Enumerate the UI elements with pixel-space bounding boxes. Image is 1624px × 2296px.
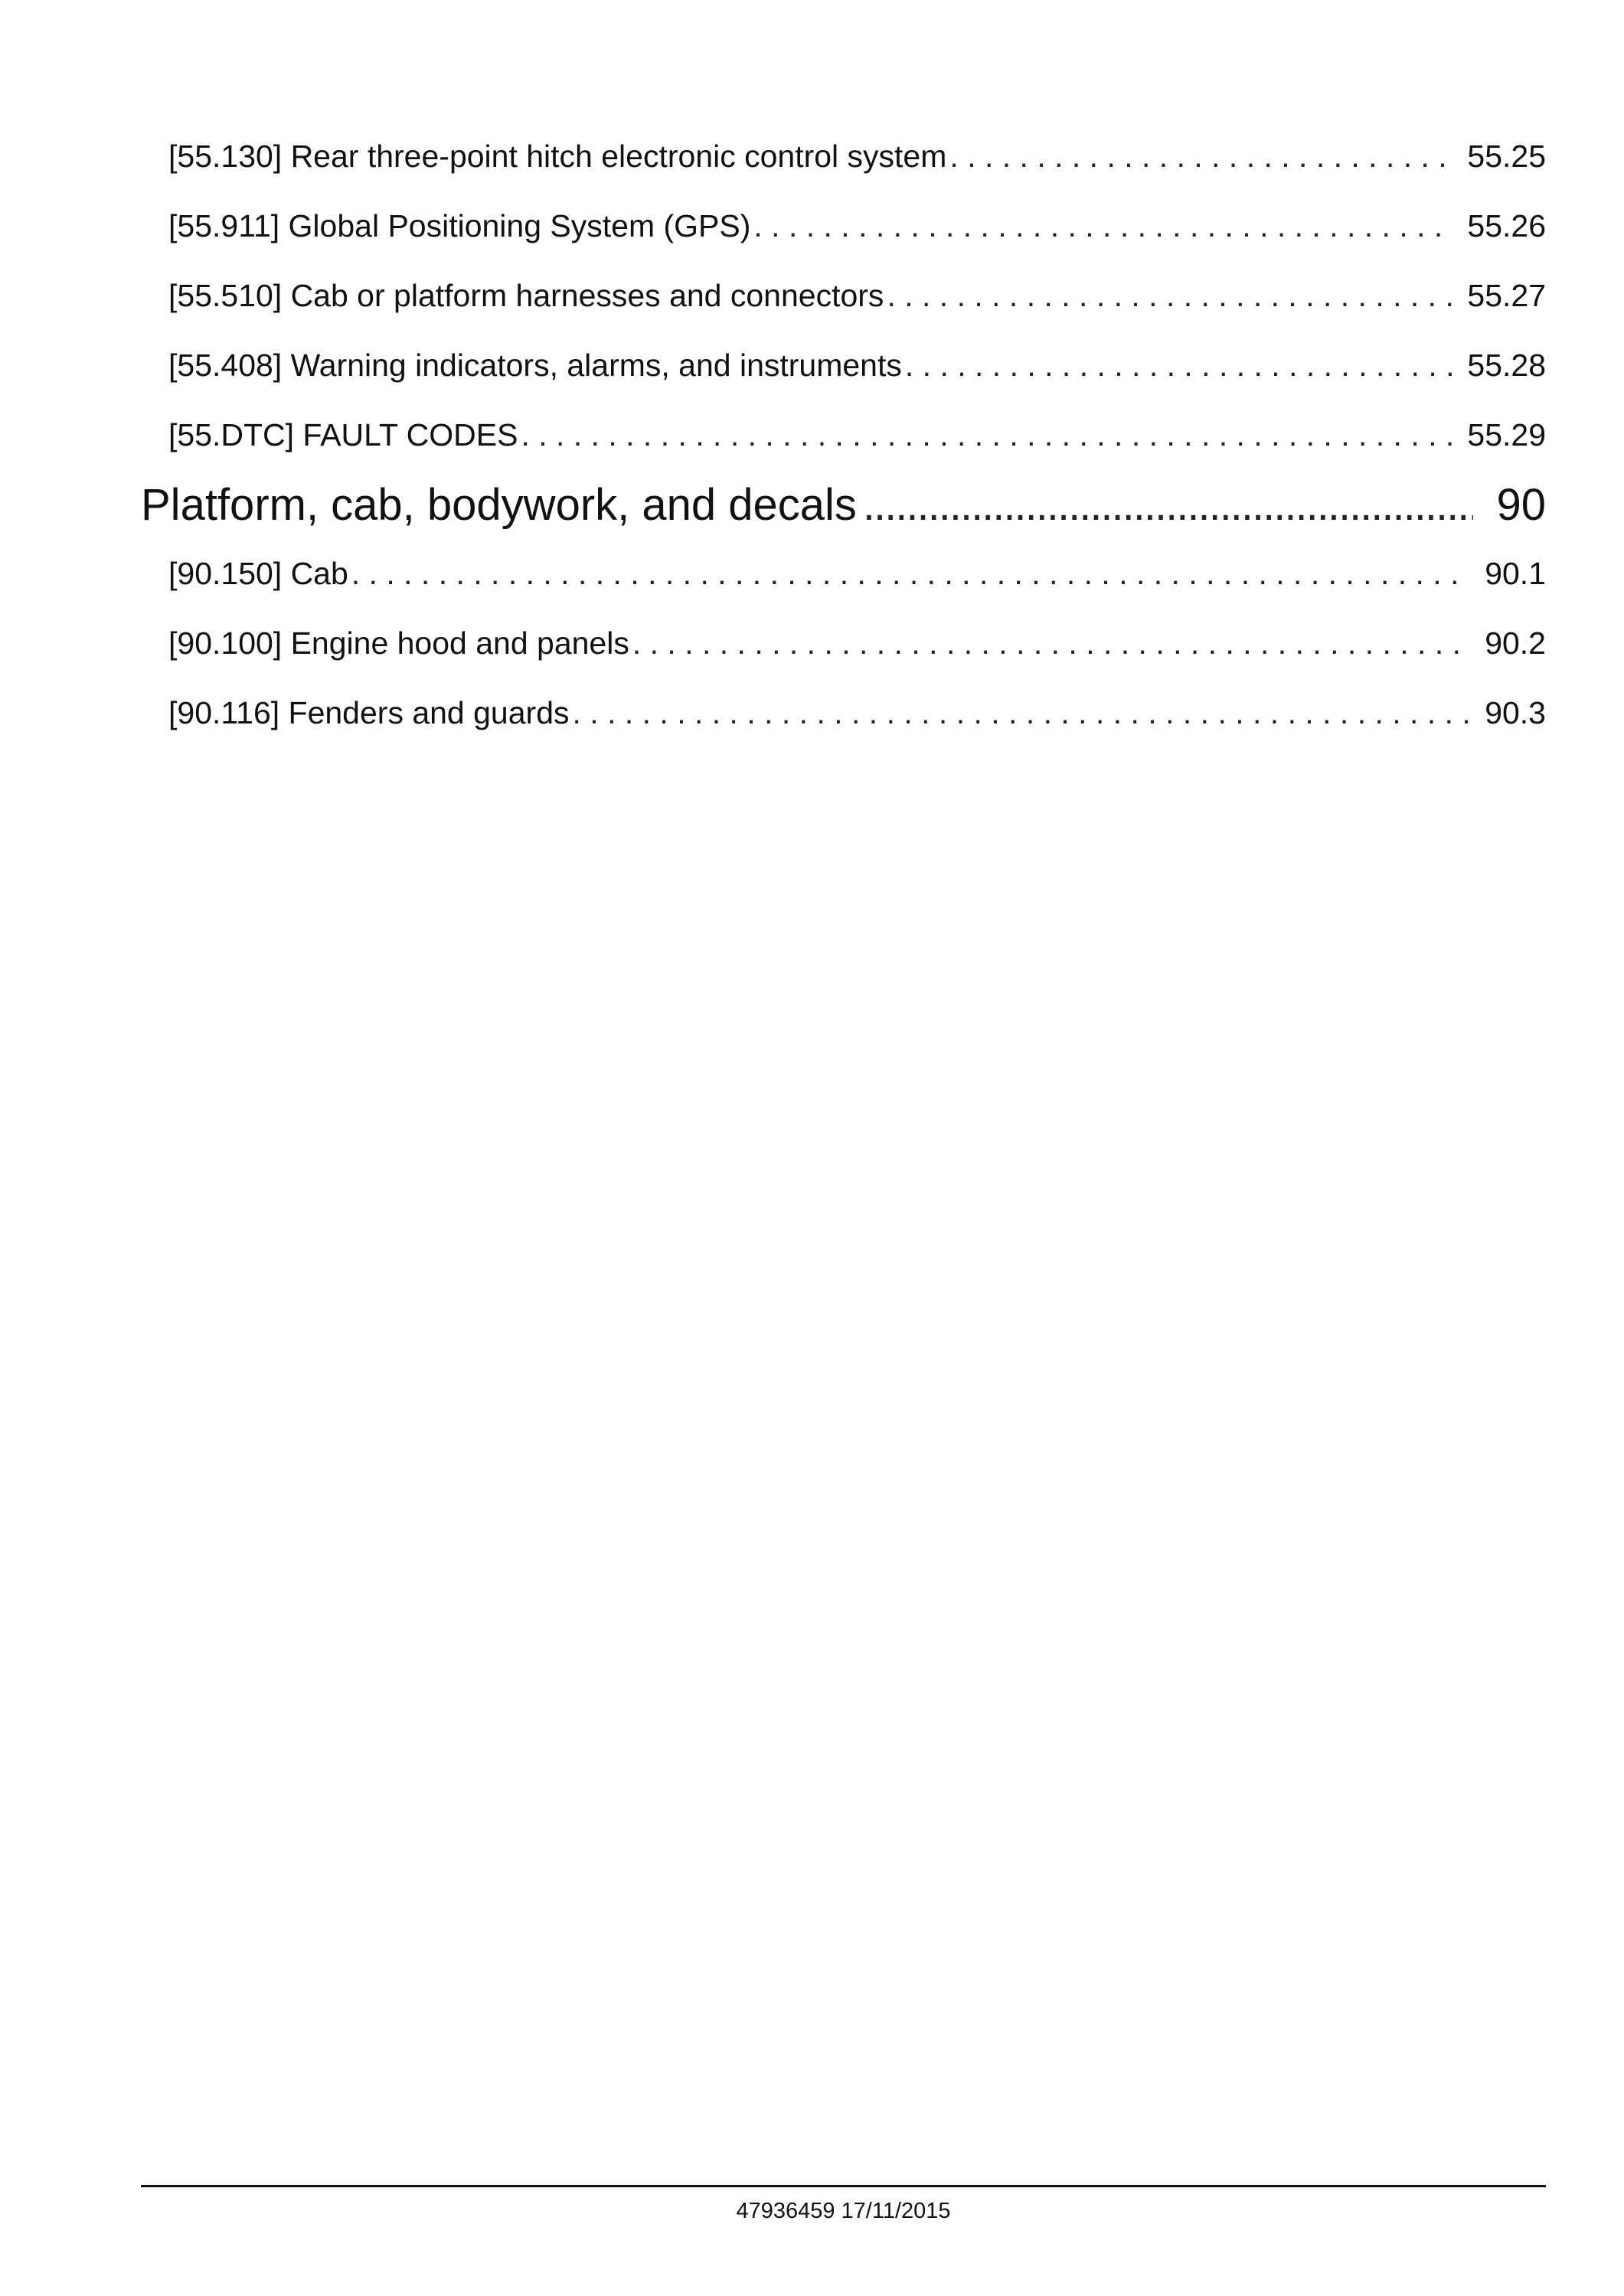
- toc-entry-title: [90.100] Engine hood and panels: [168, 625, 629, 661]
- toc-entry-page: 55.29: [1467, 417, 1546, 452]
- toc-entry-55-dtc[interactable]: [168, 415, 1546, 485]
- dot-leader: [887, 276, 1452, 315]
- toc-chapter-90[interactable]: [141, 480, 1546, 554]
- toc-entry-title: [55.911] Global Positioning System (GPS): [168, 208, 751, 243]
- toc-entry-title: [55.510] Cab or platform harnesses and connectors: [168, 278, 884, 313]
- table-of-contents: [141, 136, 1546, 763]
- toc-entry-55-408[interactable]: [168, 345, 1546, 415]
- toc-entry-page: 90.2: [1485, 625, 1546, 661]
- toc-entry-title: [55.130] Rear three-point hitch electronic control system: [168, 139, 947, 174]
- dot-leader: [573, 693, 1470, 733]
- toc-entry-55-510[interactable]: [168, 276, 1546, 345]
- toc-entry-title: [55.DTC] FAULT CODES: [168, 417, 518, 452]
- toc-entry-page: 55.25: [1467, 139, 1546, 174]
- toc-chapter-title: Platform, cab, bodywork, and decals: [141, 480, 857, 530]
- dot-leader: [905, 345, 1452, 385]
- footer-divider: [141, 2185, 1546, 2187]
- toc-entry-title: [55.408] Warning indicators, alarms, and instruments: [168, 348, 902, 383]
- dot-leader: [753, 206, 1452, 246]
- toc-entry-55-911[interactable]: [168, 206, 1546, 276]
- toc-entry-page: 55.28: [1467, 348, 1546, 383]
- toc-entry-90-100[interactable]: [168, 623, 1546, 693]
- dot-leader: [863, 480, 1474, 531]
- toc-entry-90-150[interactable]: [168, 554, 1546, 623]
- dot-leader: [351, 554, 1469, 593]
- toc-entry-title: [90.116] Fenders and guards: [168, 695, 570, 730]
- dot-leader: [632, 623, 1469, 663]
- toc-entry-title: [90.150] Cab: [168, 556, 348, 591]
- footer-document-id: 47936459 17/11/2015: [736, 2199, 951, 2223]
- toc-entry-page: 55.27: [1467, 278, 1546, 313]
- dot-leader: [949, 136, 1452, 176]
- toc-entry-55-130[interactable]: [168, 136, 1546, 206]
- toc-chapter-page: 90: [1496, 480, 1546, 530]
- toc-entry-90-116[interactable]: [168, 693, 1546, 763]
- toc-entry-page: 90.3: [1485, 695, 1546, 730]
- dot-leader: [521, 415, 1452, 455]
- toc-entry-page: 55.26: [1467, 208, 1546, 243]
- toc-entry-page: 90.1: [1485, 556, 1546, 591]
